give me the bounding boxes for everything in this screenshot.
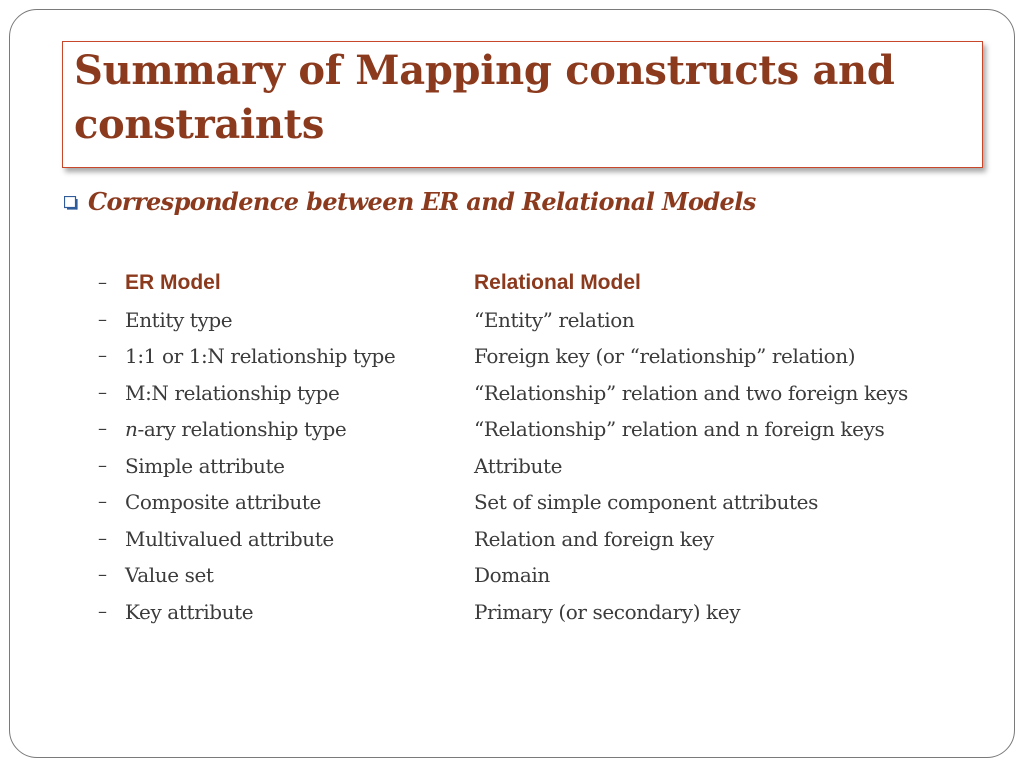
table-row — [98, 594, 978, 631]
relational-construct: Domain — [474, 563, 550, 587]
header-relational-model: Relational Model — [474, 271, 641, 294]
dash-marker: – — [98, 527, 107, 549]
table-row — [98, 484, 978, 521]
table-row — [98, 302, 978, 339]
table-row — [98, 448, 978, 485]
relational-construct: Relation and foreign key — [474, 526, 714, 551]
er-construct: Key attribute — [125, 599, 254, 624]
dash-marker: – — [98, 381, 107, 403]
relational-construct: “Relationship” relation and n foreign keys — [474, 417, 885, 441]
dash-marker: – — [98, 454, 107, 476]
er-construct: Simple attribute — [125, 453, 285, 478]
title-line-1: Summary of Mapping constructs and — [74, 47, 895, 94]
header-er-model: ER Model — [125, 271, 221, 294]
dash-marker: – — [98, 491, 107, 512]
table-row — [98, 338, 978, 375]
mapping-table — [98, 265, 978, 630]
dash-marker: – — [98, 600, 107, 622]
relational-construct: Set of simple component attributes — [474, 490, 818, 514]
subheading — [64, 187, 756, 216]
table-row — [98, 521, 978, 558]
title-box — [62, 41, 983, 168]
er-construct: Entity type — [125, 307, 233, 332]
relational-construct: “Relationship” relation and two foreign keys — [474, 380, 908, 405]
relational-construct: Attribute — [474, 453, 563, 478]
slide-title — [74, 44, 895, 152]
square-bullet-icon — [64, 196, 78, 210]
relational-construct: Primary (or secondary) key — [474, 599, 741, 624]
er-construct — [125, 411, 346, 448]
table-row — [98, 557, 978, 594]
dash-marker: – — [98, 272, 107, 293]
subheading-text: Correspondence between ER and Relational Models — [88, 187, 756, 216]
table-header-row — [98, 265, 978, 302]
dash-marker: – — [98, 418, 107, 439]
er-construct-italic-prefix: n — [125, 417, 138, 441]
dash-marker: – — [98, 564, 107, 585]
er-construct: Composite attribute — [125, 490, 321, 514]
relational-construct: Foreign key (or “relationship” relation) — [474, 344, 856, 368]
relational-construct: “Entity” relation — [474, 307, 635, 332]
table-row — [98, 411, 978, 448]
er-construct: Value set — [125, 563, 214, 587]
er-construct: 1:1 or 1:N relationship type — [125, 344, 396, 368]
dash-marker: – — [98, 308, 107, 330]
title-line-2: constraints — [74, 101, 325, 148]
er-construct-rest: -ary relationship type — [137, 417, 347, 441]
er-construct: Multivalued attribute — [125, 526, 334, 551]
dash-marker: – — [98, 345, 107, 366]
er-construct: M:N relationship type — [125, 380, 340, 405]
table-row — [98, 375, 978, 412]
